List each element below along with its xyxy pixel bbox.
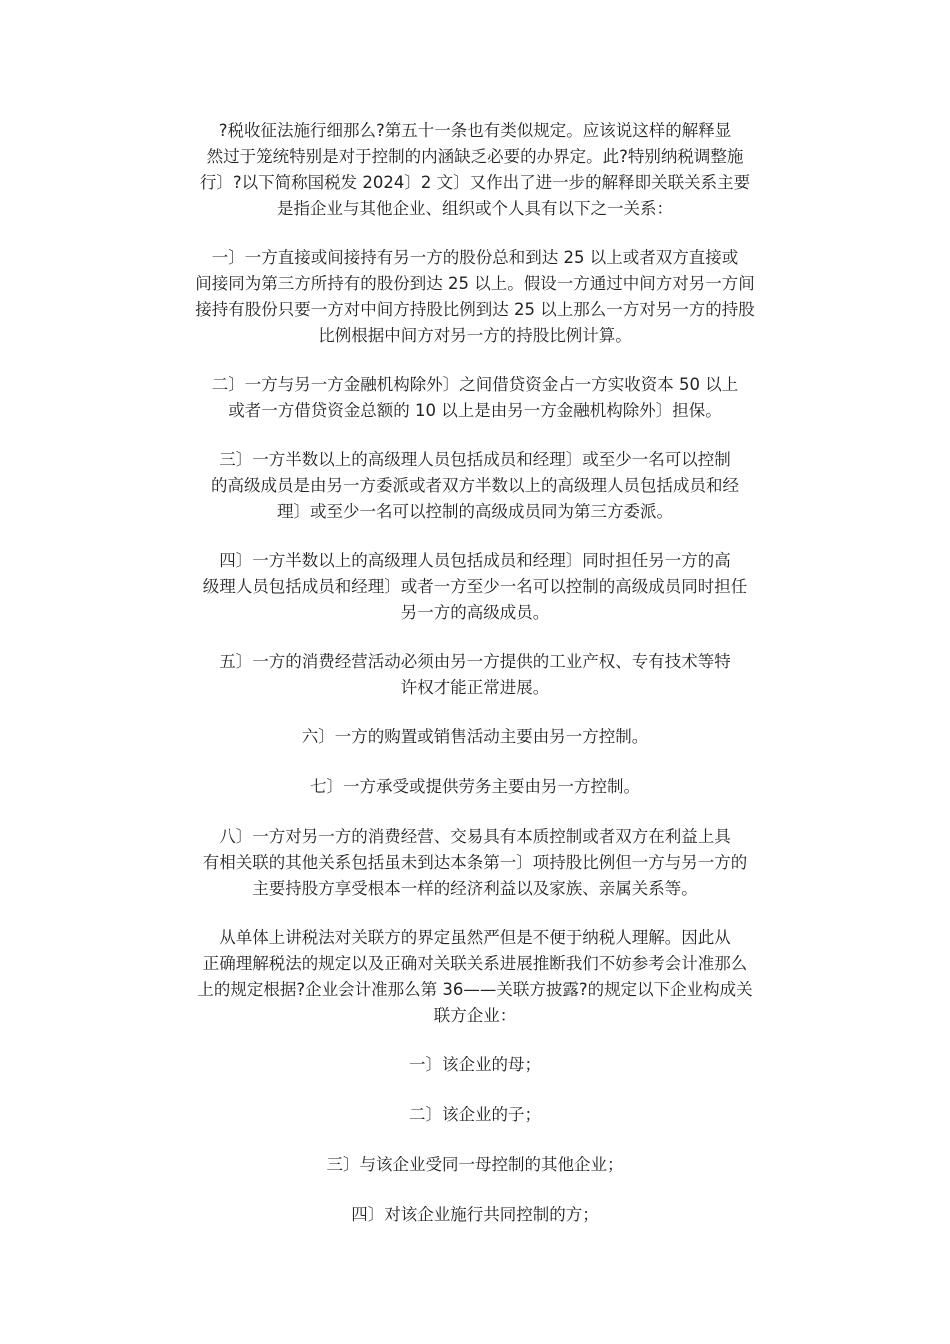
text-line: 三〕一方半数以上的高级理人员包括成员和经理〕或至少一名可以控制	[219, 450, 731, 469]
text-line: 许权才能正常进展。	[400, 678, 550, 697]
paragraph-list-3	[150, 1152, 800, 1178]
text-line: 一〕一方直接或间接持有另一方的股份总和到达 25 以上或者双方直接或	[211, 248, 739, 267]
text-line: 主要持股方享受根本一样的经济利益以及家族、亲属关系等。	[252, 879, 698, 898]
text-line: 级理人员包括成员和经理〕或者一方至少一名可以控制的高级成员同时担任	[202, 577, 748, 596]
text-line: 七〕一方承受或提供劳务主要由另一方控制。	[310, 777, 640, 796]
text-line: 正确理解税法的规定以及正确对关联关系进展推断我们不妨参考会计准那么	[202, 954, 748, 973]
paragraph-list-1	[150, 1052, 800, 1078]
paragraph-item-5	[150, 649, 800, 701]
text-line: 或者一方借贷资金总额的 10 以上是由另一方金融机构除外〕担保。	[228, 401, 722, 420]
text-line: 行〕?以下简称国税发 2024〕2 文〕又作出了进一步的解释即关联关系主要	[199, 173, 751, 192]
paragraph-list-4	[150, 1202, 800, 1228]
text-line: ?税收征法施行细那么?第五十一条也有类似规定。应该说这样的解释显	[218, 121, 732, 140]
text-line: 四〕对该企业施行共同控制的方；	[351, 1205, 599, 1224]
paragraph-item-6	[150, 724, 800, 750]
paragraph-intro	[150, 118, 800, 222]
text-line: 比例根据中间方对另一方的持股比例计算。	[318, 326, 632, 345]
paragraph-list-2	[150, 1102, 800, 1128]
text-line: 一〕该企业的母；	[409, 1055, 541, 1074]
text-line: 二〕一方与另一方金融机构除外〕之间借贷资金占一方实收资本 50 以上	[211, 375, 739, 394]
text-line: 五〕一方的消费经营活动必须由另一方提供的工业产权、专有技术等特	[219, 652, 731, 671]
text-line: 是指企业与其他企业、组织或个人具有以下之一关系：	[277, 199, 673, 218]
paragraph-item-1	[150, 245, 800, 349]
text-line: 的高级成员是由另一方委派或者双方半数以上的高级理人员包括成员和经	[211, 476, 739, 495]
text-line: 六〕一方的购置或销售活动主要由另一方控制。	[301, 727, 649, 746]
paragraph-item-4	[150, 548, 800, 626]
paragraph-item-7	[150, 774, 800, 800]
text-line: 另一方的高级成员。	[400, 603, 550, 622]
paragraph-item-3	[150, 447, 800, 525]
text-line: 接持有股份只要一方对中间方持股比例到达 25 以上那么一方对另一方的持股	[195, 300, 755, 319]
text-line: 然过于笼统特别是对于控制的内涵缺乏必要的办界定。此?特别纳税调整施	[206, 147, 744, 166]
text-line: 四〕一方半数以上的高级理人员包括成员和经理〕同时担任另一方的高	[219, 551, 731, 570]
text-line: 上的规定根据?企业会计准那么第 36——关联方披露?的规定以下企业构成关	[197, 980, 753, 999]
paragraph-item-2	[150, 372, 800, 424]
text-line: 理〕或至少一名可以控制的高级成员同为第三方委派。	[277, 502, 673, 521]
text-line: 有相关联的其他关系包括虽未到达本条第一〕项持股比例但一方与另一方的	[202, 853, 748, 872]
paragraph-item-8	[150, 824, 800, 902]
text-line: 间接同为第三方所持有的股份到达 25 以上。假设一方通过中间方对另一方间	[195, 274, 755, 293]
text-line: 三〕与该企业受同一母控制的其他企业；	[326, 1155, 624, 1174]
text-line: 八〕一方对另一方的消费经营、交易具有本质控制或者双方在利益上具	[219, 827, 731, 846]
text-line: 联方企业：	[433, 1006, 517, 1025]
document-page	[150, 118, 800, 1252]
paragraph-accounting-standard	[150, 925, 800, 1029]
text-line: 二〕该企业的子；	[409, 1105, 541, 1124]
text-line: 从单体上讲税法对关联方的界定虽然严但是不便于纳税人理解。因此从	[219, 928, 731, 947]
